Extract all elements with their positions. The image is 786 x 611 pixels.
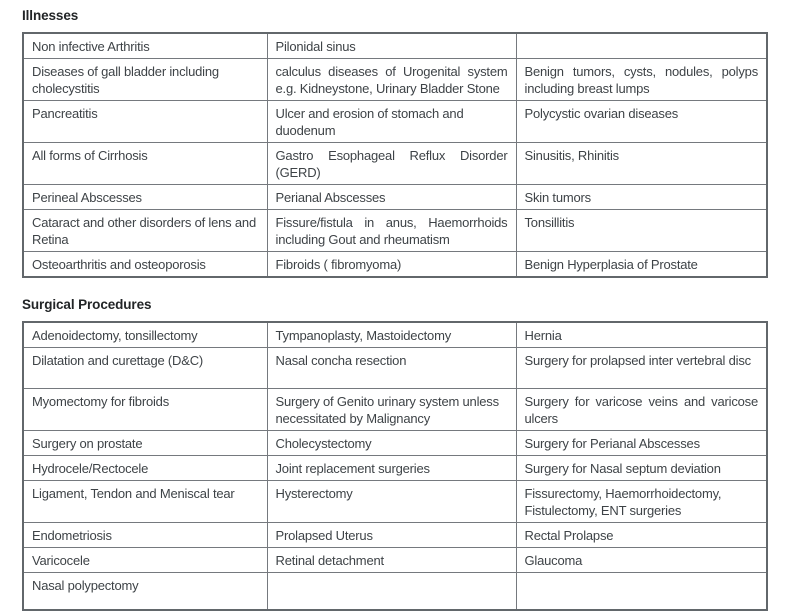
table-cell: Gastro Esophageal Reflux Disorder (GERD) <box>267 143 516 185</box>
table-row <box>23 389 767 431</box>
table-cell: Fissure/fistula in anus, Haemorrhoids including Gout and rheumatism <box>267 210 516 252</box>
table-row <box>23 456 767 481</box>
table-row <box>23 185 767 210</box>
table-row <box>23 59 767 101</box>
table-row <box>23 348 767 389</box>
table-row <box>23 548 767 573</box>
table-cell <box>516 33 767 59</box>
table-cell: Sinusitis, Rhinitis <box>516 143 767 185</box>
table-row <box>23 143 767 185</box>
table-cell: Retinal detachment <box>267 548 516 573</box>
table-cell: Fissurectomy, Haemorrhoidectomy, Fistulectomy, ENT surgeries <box>516 481 767 523</box>
table-cell: Ulcer and erosion of stomach and duodenum <box>267 101 516 143</box>
table-row <box>23 322 767 348</box>
table-cell: Hydrocele/Rectocele <box>23 456 267 481</box>
table-cell: Surgery for Nasal septum deviation <box>516 456 767 481</box>
table-cell: Pancreatitis <box>23 101 267 143</box>
table-cell: Surgery on prostate <box>23 431 267 456</box>
table-row <box>23 252 767 278</box>
table-cell: Cataract and other disorders of lens and Retina <box>23 210 267 252</box>
table-cell: Cholecystectomy <box>267 431 516 456</box>
document-page <box>22 8 766 611</box>
table-cell: Rectal Prolapse <box>516 523 767 548</box>
table-cell: Nasal polypectomy <box>23 573 267 610</box>
table-cell: Varicocele <box>23 548 267 573</box>
table-row <box>23 33 767 59</box>
table-cell: Tonsillitis <box>516 210 767 252</box>
table-cell <box>516 573 767 610</box>
table-cell: Endometriosis <box>23 523 267 548</box>
table-row <box>23 481 767 523</box>
surgical-procedures-section-title: Surgical Procedures <box>22 297 152 312</box>
table-cell: Benign Hyperplasia of Prostate <box>516 252 767 278</box>
table-row <box>23 101 767 143</box>
table-cell: Surgery for varicose veins and varicose ulcers <box>516 389 767 431</box>
table-cell: calculus diseases of Urogenital system e.g. Kidneystone, Urinary Bladder Stone <box>267 59 516 101</box>
table-cell: Skin tumors <box>516 185 767 210</box>
table-cell <box>267 573 516 610</box>
table-cell: Prolapsed Uterus <box>267 523 516 548</box>
surgical-procedures-table <box>22 321 768 611</box>
table-cell: Polycystic ovarian diseases <box>516 101 767 143</box>
table-cell: Hysterectomy <box>267 481 516 523</box>
table-cell: Osteoarthritis and osteoporosis <box>23 252 267 278</box>
table-cell: Joint replacement surgeries <box>267 456 516 481</box>
illnesses-section-title: Illnesses <box>22 8 79 23</box>
table-cell: Non infective Arthritis <box>23 33 267 59</box>
table-row <box>23 573 767 610</box>
table-cell: Myomectomy for fibroids <box>23 389 267 431</box>
table-cell: Surgery of Genito urinary system unless necessitated by Malignancy <box>267 389 516 431</box>
table-cell: Ligament, Tendon and Meniscal tear <box>23 481 267 523</box>
table-cell: Perianal Abscesses <box>267 185 516 210</box>
illnesses-table <box>22 32 768 278</box>
table-cell: Perineal Abscesses <box>23 185 267 210</box>
table-cell: Surgery for prolapsed inter vertebral disc <box>516 348 767 389</box>
table-cell: Adenoidectomy, tonsillectomy <box>23 322 267 348</box>
table-cell: Glaucoma <box>516 548 767 573</box>
table-row <box>23 210 767 252</box>
table-cell: Benign tumors, cysts, nodules, polyps including breast lumps <box>516 59 767 101</box>
table-cell: Diseases of gall bladder including cholecystitis <box>23 59 267 101</box>
table-cell: Fibroids ( fibromyoma) <box>267 252 516 278</box>
table-cell: Dilatation and curettage (D&C) <box>23 348 267 389</box>
table-cell: Pilonidal sinus <box>267 33 516 59</box>
table-cell: Hernia <box>516 322 767 348</box>
table-cell: All forms of Cirrhosis <box>23 143 267 185</box>
table-cell: Surgery for Perianal Abscesses <box>516 431 767 456</box>
table-cell: Nasal concha resection <box>267 348 516 389</box>
table-row <box>23 523 767 548</box>
table-cell: Tympanoplasty, Mastoidectomy <box>267 322 516 348</box>
table-row <box>23 431 767 456</box>
